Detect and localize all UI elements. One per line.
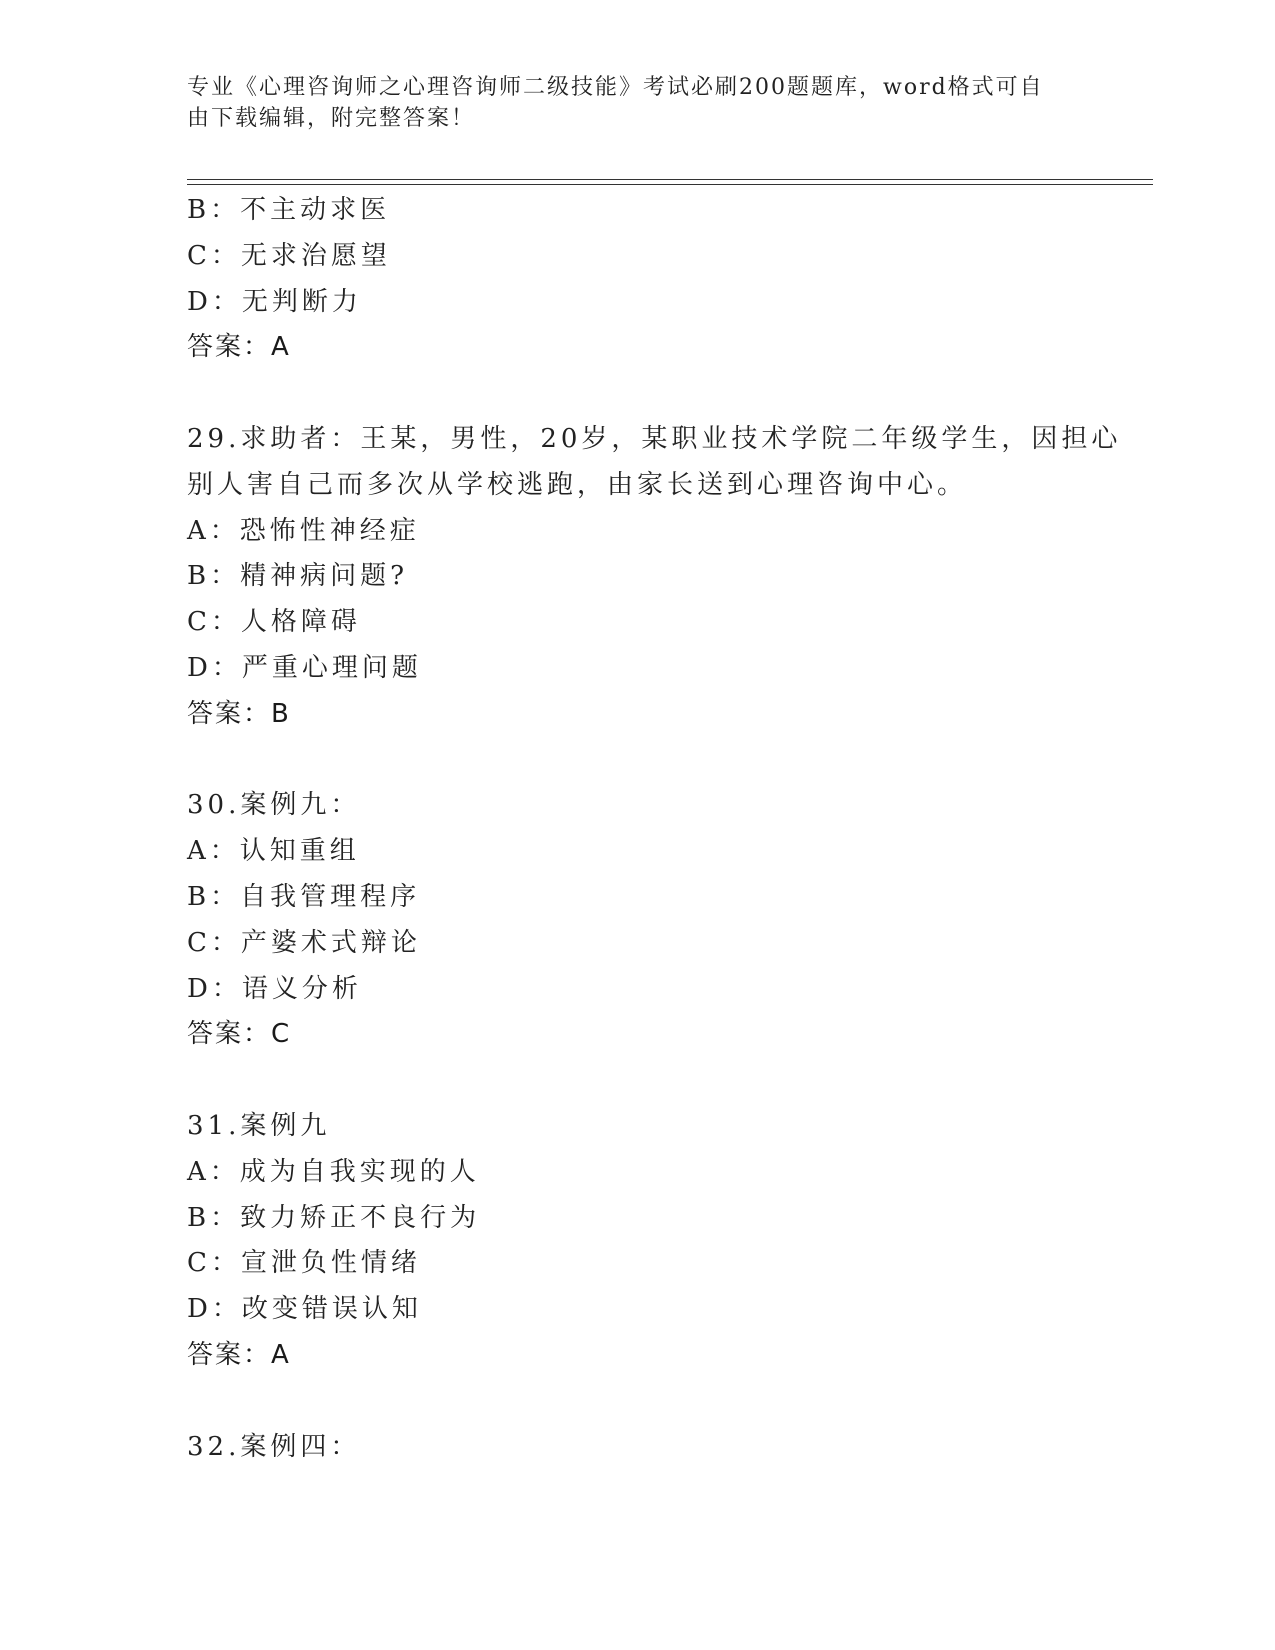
question-stem-line: 29.求助者：王某，男性，20岁，某职业技术学院二年级学生，因担心 bbox=[187, 423, 1122, 454]
option-b: B：致力矫正不良行为 bbox=[187, 1202, 481, 1233]
option-d: D：语义分析 bbox=[187, 973, 362, 1004]
option-c: C：人格障碍 bbox=[187, 607, 361, 638]
option-c: C：无求治愿望 bbox=[187, 240, 391, 271]
document-header: 专业《心理咨询师之心理咨询师二级技能》考试必刷200题题库，word格式可自由下载编辑，附完整答案！ bbox=[187, 75, 1044, 131]
option-d: D：改变错误认知 bbox=[187, 1294, 422, 1325]
question-stem-line: 31.案例九 bbox=[187, 1110, 331, 1141]
header-divider-top bbox=[187, 179, 1153, 180]
answer-line: 答案：A bbox=[187, 1339, 291, 1370]
question-stem-line: 别人害自己而多次从学校逃跑，由家长送到心理咨询中心。 bbox=[187, 469, 968, 500]
question-list bbox=[187, 188, 1122, 1470]
option-b: B：自我管理程序 bbox=[187, 881, 421, 912]
option-d: D：严重心理问题 bbox=[187, 652, 422, 683]
question-block-28 bbox=[187, 188, 1107, 371]
spacer bbox=[187, 1058, 1107, 1104]
header-divider-bottom bbox=[187, 184, 1153, 185]
option-b: B：精神病问题? bbox=[187, 561, 409, 592]
option-a: A：认知重组 bbox=[187, 836, 360, 867]
question-block-29 bbox=[187, 417, 1122, 738]
spacer bbox=[187, 738, 1107, 784]
option-a: A：成为自我实现的人 bbox=[187, 1156, 480, 1187]
option-d: D：无判断力 bbox=[187, 286, 362, 317]
spacer bbox=[187, 1379, 1107, 1425]
option-b: B：不主动求医 bbox=[187, 195, 391, 225]
option-c: C：产婆术式辩论 bbox=[187, 927, 421, 958]
option-a: A：恐怖性神经症 bbox=[187, 515, 420, 546]
answer-line: 答案：C bbox=[187, 1019, 292, 1050]
question-stem-line: 32.案例四： bbox=[187, 1431, 361, 1462]
option-c: C：宣泄负性情绪 bbox=[187, 1248, 421, 1279]
question-block-31 bbox=[187, 1104, 1107, 1379]
spacer bbox=[187, 371, 1107, 417]
question-stem-line: 30.案例九： bbox=[187, 790, 361, 821]
question-block-30 bbox=[187, 783, 1107, 1058]
answer-line: 答案：B bbox=[187, 698, 291, 729]
question-block-32 bbox=[187, 1425, 1107, 1471]
answer-line: 答案：A bbox=[187, 332, 291, 363]
